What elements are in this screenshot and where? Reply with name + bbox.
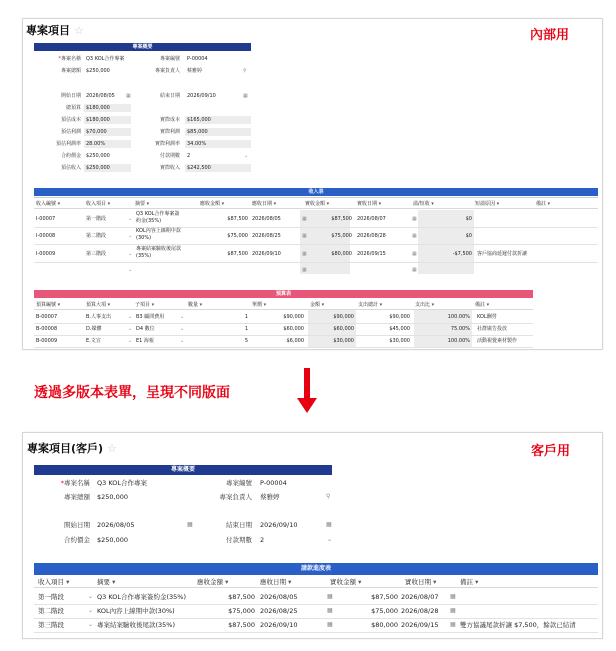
summary-cell[interactable]: 專案結案驗收後尾款(35%) xyxy=(97,621,176,629)
quantity-cell[interactable]: 1 xyxy=(244,326,248,332)
income-col-header[interactable] xyxy=(252,200,276,208)
column-header-label: 單價 xyxy=(252,302,263,308)
project-no-value: P-00004 xyxy=(187,56,208,62)
column-header-label: 實收日期 xyxy=(357,201,378,207)
column-header-label: 實收金額 xyxy=(330,578,356,586)
star-icon[interactable]: ☆ xyxy=(107,442,117,455)
est-rate-label: 預估利潤率 xyxy=(55,141,81,147)
variance-cell: $0 xyxy=(465,233,472,239)
budget-col-header[interactable] xyxy=(252,301,266,309)
client-use-tag: 客戶用 xyxy=(531,444,571,459)
end-date-value[interactable]: 2026/09/10 xyxy=(187,93,216,99)
income-col-header[interactable] xyxy=(36,200,60,208)
act-rate-value: 34.00% xyxy=(185,140,251,148)
column-header-label: 收入項目 xyxy=(38,578,64,586)
periods-label: 付款期數 xyxy=(226,536,252,544)
sort-caret-icon[interactable]: ▾ xyxy=(286,578,292,586)
sort-caret-icon[interactable]: ▾ xyxy=(198,302,203,308)
budget-no-cell: B-00009 xyxy=(36,338,58,344)
act-income-label: 實際收入 xyxy=(159,165,180,171)
chevron-down-icon[interactable]: ⌄ xyxy=(128,326,133,332)
start-date-label: 開始日期 xyxy=(60,93,81,99)
received-date-cell[interactable]: 2026/09/15 xyxy=(401,621,439,629)
est-cost-value: $180,000 xyxy=(84,116,131,124)
chevron-down-icon[interactable]: ⌄ xyxy=(128,338,133,344)
budget-col-header[interactable] xyxy=(475,301,489,309)
income-table-header: 收入表 xyxy=(34,188,598,196)
owner-label: 專案負責人 xyxy=(219,493,252,501)
column-header-label: 備註 xyxy=(475,302,486,308)
project-no-label: 專案編號 xyxy=(159,56,180,62)
est-income-value: $250,000 xyxy=(84,164,131,172)
note-cell[interactable]: 雙方協議尾款折讓 $7,500，餘款已結清 xyxy=(460,621,576,629)
sort-caret-icon[interactable]: ▾ xyxy=(106,302,111,308)
variance-reason-cell[interactable]: 客戶協商延遲付款折讓 xyxy=(477,251,528,257)
income-item-cell[interactable]: 第三階段 xyxy=(86,251,107,257)
star-icon[interactable]: ☆ xyxy=(74,24,84,37)
sort-caret-icon[interactable]: ▾ xyxy=(145,201,150,207)
income-col-header[interactable] xyxy=(413,200,434,208)
received-date-cell[interactable]: 2026/08/28 xyxy=(357,233,386,239)
progress-col-header[interactable] xyxy=(405,577,436,587)
project-no-value: P-00004 xyxy=(260,479,287,487)
sort-caret-icon[interactable]: ▾ xyxy=(485,302,490,308)
start-date-value[interactable]: 2026/08/05 xyxy=(97,521,135,529)
budget-col-header[interactable] xyxy=(135,301,154,309)
client-form-title xyxy=(27,440,117,456)
quantity-cell[interactable]: 5 xyxy=(244,338,248,344)
sort-caret-icon[interactable]: ▾ xyxy=(325,201,330,207)
row-divider xyxy=(34,632,598,633)
expense-total-cell[interactable]: $45,000 xyxy=(389,326,410,332)
column-header-label: 支出比 xyxy=(415,302,431,308)
sort-caret-icon[interactable]: ▾ xyxy=(220,201,225,207)
total-label: 專案總額 xyxy=(60,68,81,74)
variance-cell: -$7,500 xyxy=(452,251,472,257)
calendar-icon[interactable]: ▦ xyxy=(412,267,417,273)
income-col-header[interactable] xyxy=(536,200,550,208)
unit-price-cell[interactable]: $60,000 xyxy=(283,326,304,332)
row-divider xyxy=(34,262,598,263)
act-income-value: $242,500 xyxy=(185,164,251,172)
act-profit-value: $85,000 xyxy=(185,128,251,136)
est-profit-label: 預估利潤 xyxy=(60,129,81,135)
project-name-label: *專案名稱 xyxy=(58,56,81,62)
total-value[interactable]: $250,000 xyxy=(97,493,129,501)
sort-caret-icon[interactable]: ▾ xyxy=(262,302,267,308)
calendar-icon[interactable]: ▦ xyxy=(187,521,193,528)
sort-caret-icon[interactable]: ▾ xyxy=(495,201,500,207)
received-date-cell[interactable]: 2026/08/07 xyxy=(357,216,386,222)
down-arrow-icon xyxy=(296,368,318,414)
income-col-header[interactable] xyxy=(135,200,149,208)
calendar-icon[interactable]: ▦ xyxy=(412,251,417,257)
income-summary-cell[interactable]: 專案結案驗收後尾款(35%) xyxy=(136,246,182,259)
row-divider xyxy=(34,323,533,324)
owner-label: 專案負責人 xyxy=(154,68,180,74)
expense-total-cell[interactable]: $90,000 xyxy=(389,314,410,320)
column-header-label: 數量 xyxy=(188,302,199,308)
quantity-cell[interactable]: 1 xyxy=(244,314,248,320)
column-header-label: 應收日期 xyxy=(252,201,273,207)
progress-col-header[interactable] xyxy=(460,577,478,587)
sub-item-cell[interactable]: B3 顧問費用 xyxy=(136,314,165,320)
sort-caret-icon[interactable]: ▾ xyxy=(473,578,479,586)
income-col-header[interactable] xyxy=(357,200,381,208)
chevron-down-icon[interactable]: ⌄ xyxy=(244,153,249,159)
act-cost-label: 實際成本 xyxy=(159,117,180,123)
chevron-down-icon[interactable]: ⌄ xyxy=(128,314,133,320)
expense-ratio-cell: 75.00% xyxy=(450,326,470,332)
receivable-amount-cell[interactable]: $87,500 xyxy=(227,251,248,257)
total-label: 專案總額 xyxy=(64,493,90,501)
sort-caret-icon[interactable]: ▾ xyxy=(430,302,435,308)
sort-caret-icon[interactable]: ▾ xyxy=(106,201,111,207)
receivable-date-cell[interactable]: 2026/08/25 xyxy=(252,233,281,239)
client-summary-header: 專案概要 xyxy=(34,465,332,475)
column-header-label: 實收金額 xyxy=(305,201,326,207)
income-item-cell[interactable]: 第二階段 xyxy=(86,233,107,239)
owner-value[interactable]: 蔡雅婷 xyxy=(187,68,203,74)
calendar-icon[interactable]: ▦ xyxy=(243,93,248,99)
chevron-down-icon[interactable]: ⌄ xyxy=(128,233,133,239)
amount-cell: $60,000 xyxy=(333,326,354,332)
calendar-icon[interactable]: ▦ xyxy=(126,93,131,99)
received-date-cell[interactable]: 2026/08/28 xyxy=(401,607,439,615)
internal-use-tag: 內部用 xyxy=(530,28,570,43)
column-header-label: 預算編號 xyxy=(36,302,57,308)
income-col-header[interactable] xyxy=(475,200,499,208)
column-header-label: 收入項目 xyxy=(86,201,107,207)
income-no-cell: I-00009 xyxy=(36,251,56,257)
unit-price-cell[interactable]: $90,000 xyxy=(283,314,304,320)
budget-col-header[interactable] xyxy=(310,301,324,309)
est-cost-label: 預估成本 xyxy=(60,117,81,123)
received-amount-cell[interactable]: $87,500 xyxy=(331,216,352,222)
column-header-label: 摘要 xyxy=(97,578,110,586)
calendar-icon[interactable]: ▦ xyxy=(302,267,307,273)
budget-no-cell: B-00007 xyxy=(36,314,58,320)
received-date-cell[interactable]: 2026/08/07 xyxy=(401,593,439,601)
summary-cell[interactable]: Q3 KOL合作專案簽約金(35%) xyxy=(97,593,186,601)
sort-caret-icon[interactable]: ▾ xyxy=(64,578,70,586)
income-col-header[interactable] xyxy=(305,200,329,208)
budget-col-header[interactable] xyxy=(188,301,202,309)
received-date-cell[interactable]: 2026/09/15 xyxy=(357,251,386,257)
calendar-icon[interactable]: ▦ xyxy=(412,233,417,239)
income-col-header[interactable] xyxy=(200,200,224,208)
sort-caret-icon[interactable]: ▾ xyxy=(110,578,116,586)
summary-cell[interactable]: KOL內容上線期中款(30%) xyxy=(97,607,175,615)
start-date-value[interactable]: 2026/08/05 xyxy=(86,93,115,99)
sub-item-cell[interactable]: E1 海報 xyxy=(136,338,154,344)
amount-cell: $30,000 xyxy=(333,338,354,344)
sort-caret-icon[interactable]: ▾ xyxy=(431,578,437,586)
act-rate-label: 實際利潤率 xyxy=(154,141,180,147)
column-header-label: 支出總計 xyxy=(358,302,379,308)
owner-value[interactable]: 蔡雅婷 xyxy=(260,493,280,501)
sort-caret-icon[interactable]: ▾ xyxy=(320,302,325,308)
progress-col-header[interactable] xyxy=(97,577,115,587)
project-name-value[interactable]: Q3 KOL合作專案 xyxy=(97,479,147,487)
calendar-icon[interactable]: ▦ xyxy=(450,621,456,628)
income-no-cell: I-00008 xyxy=(36,233,56,239)
progress-table-header: 請款進度表 xyxy=(34,563,598,575)
column-header-label: 摘要 xyxy=(135,201,146,207)
sort-caret-icon[interactable]: ▾ xyxy=(150,302,155,308)
sort-caret-icon[interactable]: ▾ xyxy=(429,201,434,207)
contract-label: 合約價金 xyxy=(60,153,81,159)
receivable-date-cell[interactable]: 2026/09/10 xyxy=(252,251,281,257)
budget-note-cell[interactable]: 社群廣告投放 xyxy=(477,326,508,332)
chevron-down-icon[interactable]: ⌄ xyxy=(128,251,133,257)
calendar-icon[interactable]: ▦ xyxy=(302,233,307,239)
internal-form-title xyxy=(26,22,84,38)
periods-value[interactable]: 2 xyxy=(260,536,265,544)
row-divider xyxy=(34,335,533,336)
act-cost-value: $165,000 xyxy=(185,116,251,124)
calendar-icon[interactable]: ▦ xyxy=(412,216,417,222)
chevron-down-icon[interactable]: ⌄ xyxy=(88,607,94,614)
progress-col-header[interactable] xyxy=(38,577,69,587)
income-item-cell[interactable]: 第二階段 xyxy=(38,607,64,615)
expense-ratio-cell: 100.00% xyxy=(447,314,470,320)
sort-caret-icon[interactable]: ▾ xyxy=(356,578,362,586)
sort-caret-icon[interactable]: ▾ xyxy=(546,201,551,207)
budget-note-cell[interactable]: 活動視覺素材製作 xyxy=(477,338,518,344)
row-divider xyxy=(34,347,533,348)
column-header-label: 預算大項 xyxy=(86,302,107,308)
column-header-label: 金額 xyxy=(310,302,321,308)
column-header-label: 子項目 xyxy=(135,302,151,308)
income-summary-cell[interactable]: Q3 KOL合作專案簽約金(35%) xyxy=(136,211,180,224)
income-item-cell[interactable]: 第三階段 xyxy=(38,621,64,629)
column-header-label: 實收日期 xyxy=(405,578,431,586)
end-date-value[interactable]: 2026/09/10 xyxy=(260,521,298,529)
received-amount-cell[interactable]: $87,500 xyxy=(371,593,398,601)
calendar-icon[interactable]: ▦ xyxy=(302,251,307,257)
expense-ratio-cell: 100.00% xyxy=(447,338,470,344)
sort-caret-icon[interactable]: ▾ xyxy=(223,578,229,586)
user-icon[interactable]: ⚲ xyxy=(243,68,247,74)
sub-item-cell[interactable]: D4 數位 xyxy=(136,326,155,332)
client-title-text: 專案項目(客戶) xyxy=(27,442,104,455)
project-no-label: 專案編號 xyxy=(226,479,252,487)
chevron-down-icon[interactable]: ⌄ xyxy=(88,593,94,600)
calendar-icon[interactable]: ▦ xyxy=(327,607,333,614)
periods-label: 付款期數 xyxy=(159,153,180,159)
income-item-cell[interactable]: 第一階段 xyxy=(86,216,107,222)
unit-price-cell[interactable]: $6,000 xyxy=(286,338,304,344)
received-amount-cell[interactable]: $80,000 xyxy=(331,251,352,257)
periods-value[interactable]: 2 xyxy=(187,153,191,159)
contract-value[interactable]: $250,000 xyxy=(97,536,129,544)
internal-summary-header: 專案概要 xyxy=(34,43,251,51)
budget-category-cell[interactable]: D.媒體 xyxy=(86,326,102,332)
column-header-label: 應收金額 xyxy=(197,578,223,586)
end-date-label: 結束日期 xyxy=(226,521,252,529)
internal-title-text: 專案項目 xyxy=(26,24,70,37)
budget-label: 總預算 xyxy=(65,105,81,111)
progress-col-header[interactable] xyxy=(330,577,361,587)
receivable-amount-cell[interactable]: $75,000 xyxy=(227,233,248,239)
budget-table-header: 預算表 xyxy=(34,290,533,298)
column-header-label: 溢/短收 xyxy=(413,201,430,207)
sort-caret-icon[interactable]: ▾ xyxy=(378,302,383,308)
contract-label: 合約價金 xyxy=(64,536,90,544)
expense-total-cell[interactable]: $30,000 xyxy=(389,338,410,344)
est-profit-value: $70,000 xyxy=(84,128,131,136)
budget-no-cell: B-00008 xyxy=(36,326,58,332)
start-date-label: 開始日期 xyxy=(64,521,90,529)
budget-col-header[interactable] xyxy=(36,301,60,309)
column-header-label: 應收日期 xyxy=(260,578,286,586)
calendar-icon[interactable]: ▦ xyxy=(450,607,456,614)
receivable-amount-cell[interactable]: $75,000 xyxy=(228,607,255,615)
budget-col-header[interactable] xyxy=(358,301,382,309)
est-rate-value: 28.00% xyxy=(84,140,131,148)
chevron-down-icon[interactable]: ⌄ xyxy=(180,338,185,344)
received-amount-cell[interactable]: $80,000 xyxy=(371,621,398,629)
chevron-down-icon[interactable]: ⌄ xyxy=(327,536,333,543)
chevron-down-icon[interactable]: ⌄ xyxy=(128,216,133,222)
income-col-header[interactable] xyxy=(86,200,110,208)
column-header-label: 備註 xyxy=(460,578,473,586)
end-date-label: 結束日期 xyxy=(159,93,180,99)
sort-caret-icon[interactable]: ▾ xyxy=(56,201,61,207)
total-value[interactable]: $250,000 xyxy=(86,68,110,74)
column-header-label: 收入編號 xyxy=(36,201,57,207)
progress-col-header[interactable] xyxy=(260,577,291,587)
contract-value[interactable]: $250,000 xyxy=(86,153,110,159)
budget-col-header[interactable] xyxy=(415,301,434,309)
budget-category-cell[interactable]: E.文宣 xyxy=(86,338,101,344)
variance-cell: $0 xyxy=(465,216,472,222)
user-icon[interactable]: ⚲ xyxy=(326,493,331,500)
chevron-down-icon[interactable]: ⌄ xyxy=(180,326,185,332)
est-income-label: 預估收入 xyxy=(60,165,81,171)
column-header-label: 應收金額 xyxy=(200,201,221,207)
project-name-value[interactable]: Q3 KOL合作專案 xyxy=(86,56,125,62)
chevron-down-icon[interactable]: ⌄ xyxy=(128,267,133,273)
income-summary-cell[interactable]: KOL內容上線期中款(30%) xyxy=(136,228,181,241)
row-divider xyxy=(34,618,598,619)
receivable-date-cell[interactable]: 2026/08/25 xyxy=(260,607,298,615)
column-header-label: 短溢原因 xyxy=(475,201,496,207)
received-amount-cell[interactable]: $75,000 xyxy=(371,607,398,615)
receivable-amount-cell[interactable]: $87,500 xyxy=(227,216,248,222)
project-name-label: *專案名稱 xyxy=(60,479,90,487)
sort-caret-icon[interactable]: ▾ xyxy=(272,201,277,207)
sort-caret-icon[interactable]: ▾ xyxy=(56,302,61,308)
receivable-date-cell[interactable]: 2026/09/10 xyxy=(260,621,298,629)
income-item-cell[interactable]: 第一階段 xyxy=(38,593,64,601)
income-no-cell: I-00007 xyxy=(36,216,56,222)
budget-category-cell[interactable]: B.人事支出 xyxy=(86,314,112,320)
budget-note-cell[interactable]: KOL酬勞 xyxy=(477,314,497,320)
calendar-icon[interactable]: ▦ xyxy=(326,521,332,528)
amount-cell: $90,000 xyxy=(333,314,354,320)
calendar-icon[interactable]: ▦ xyxy=(302,216,307,222)
column-header-label: 備註 xyxy=(536,201,547,207)
receivable-date-cell[interactable]: 2026/08/05 xyxy=(252,216,281,222)
sort-caret-icon[interactable]: ▾ xyxy=(377,201,382,207)
row-divider xyxy=(34,604,598,605)
budget-value: $180,000 xyxy=(84,104,131,112)
receivable-amount-cell[interactable]: $87,500 xyxy=(228,621,255,629)
calendar-icon[interactable]: ▦ xyxy=(327,593,333,600)
chevron-down-icon[interactable]: ⌄ xyxy=(180,314,185,320)
row-divider xyxy=(34,244,598,245)
calendar-icon[interactable]: ▦ xyxy=(327,621,333,628)
receivable-date-cell[interactable]: 2026/08/05 xyxy=(260,593,298,601)
progress-col-header[interactable] xyxy=(197,577,228,587)
chevron-down-icon[interactable]: ⌄ xyxy=(88,621,94,628)
calendar-icon[interactable]: ▦ xyxy=(450,593,456,600)
caption-text: 透過多版本表單，呈現不同版面 xyxy=(34,385,230,401)
act-profit-label: 實際利潤 xyxy=(159,129,180,135)
received-amount-cell[interactable]: $75,000 xyxy=(331,233,352,239)
receivable-amount-cell[interactable]: $87,500 xyxy=(228,593,255,601)
budget-col-header[interactable] xyxy=(86,301,110,309)
